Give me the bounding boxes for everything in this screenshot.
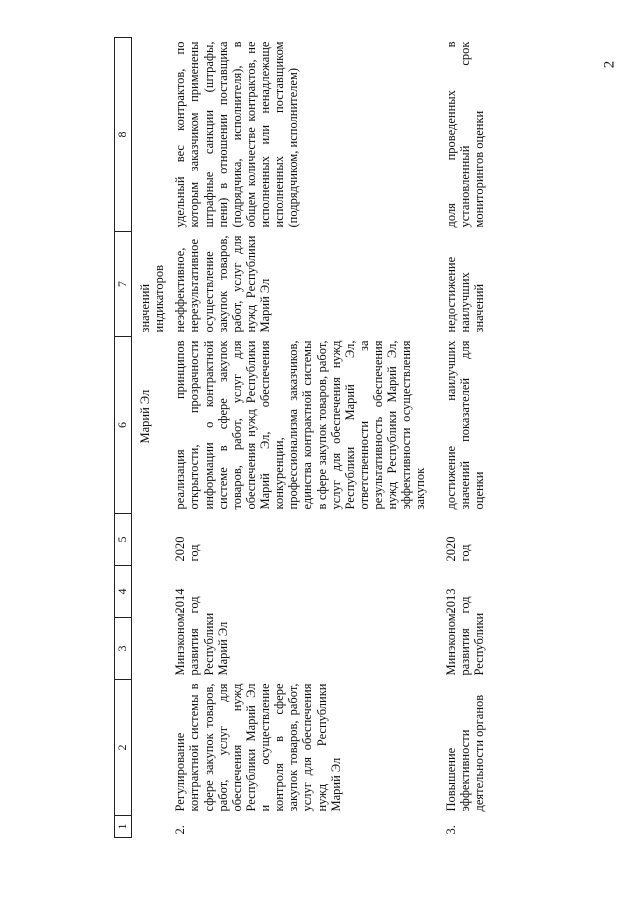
- header-col-2: 2: [115, 680, 132, 816]
- row-number: 3.: [443, 825, 458, 835]
- header-col-3: 3: [115, 618, 132, 680]
- activity-name: Регулирование контрактной системы в сфере закупок товаров, работ, услуг для обеспечения нужд Республики Марий Эл и осуществление контроля в сфере закупок товаров, работ, услуг для обеспечения нужд Республики Марий Эл: [173, 683, 343, 812]
- end-year: 2020 год: [443, 536, 472, 562]
- header-col-6: 6: [115, 337, 132, 514]
- activity-name: Повышение эффективности деятельности органов: [443, 694, 486, 812]
- related-indicators: удельный вес контрактов, по которым заказчиком применены штрафные санкции (штрафы, пени) в отношении поставщика (подрядчика, исполнителя), в общем количестве контрактов, не исполненных или ненадлежаще исполненных поставщиком (подрядчиком, исполнителем): [173, 41, 301, 228]
- program-activities-table: [114, 37, 488, 838]
- related-indicators: доля проведенных в установленный срок мониторингов оценки: [443, 41, 486, 228]
- continuation-row: [132, 38, 169, 838]
- rotated-table-sheet: [114, 38, 584, 838]
- row-number: 2.: [173, 825, 188, 835]
- header-col-4: 4: [115, 566, 132, 618]
- continuation-col7: значений индикаторов: [138, 265, 167, 333]
- header-col-7: 7: [115, 232, 132, 337]
- executor: Минэконом-развития Республики Марий Эл: [173, 609, 230, 676]
- table-row: [430, 38, 488, 838]
- table-row: [168, 38, 429, 838]
- expected-result: реализация принципов открытости, прозрачности информации о контрактной системе в сфере закупок товаров, работ, услуг для обеспечения нужд Республики Марий Эл, обеспечения конкуренции, профессионализма заказчиков, единства контрактной системы в сфере закупок товаров, работ, услуг для обеспечения нужд Республики Марий Эл, ответственности за результативность обеспечения нужд Республики Марий Эл, эффективности осуществления закупок: [173, 340, 428, 510]
- continuation-col6: Марий Эл: [138, 389, 152, 444]
- non-implementation-consequences: недостижение наилучших значений: [443, 256, 486, 333]
- column-number-header: [115, 38, 132, 838]
- header-col-1: 1: [115, 816, 132, 838]
- executor: Минэконом-развития Республики: [443, 609, 486, 676]
- end-year: 2020 год: [173, 536, 202, 562]
- start-year: 2013 год: [443, 588, 472, 614]
- header-col-5: 5: [115, 514, 132, 566]
- non-implementation-consequences: неэффективное, нерезультативное осуществление закупок товаров, работ, услуг для нужд Республики Марий Эл: [173, 235, 272, 333]
- expected-result: достижение наилучших значений показателей для оценки: [443, 340, 486, 510]
- header-col-8: 8: [115, 38, 132, 232]
- start-year: 2014 год: [173, 588, 202, 614]
- page-number: 2: [601, 60, 618, 69]
